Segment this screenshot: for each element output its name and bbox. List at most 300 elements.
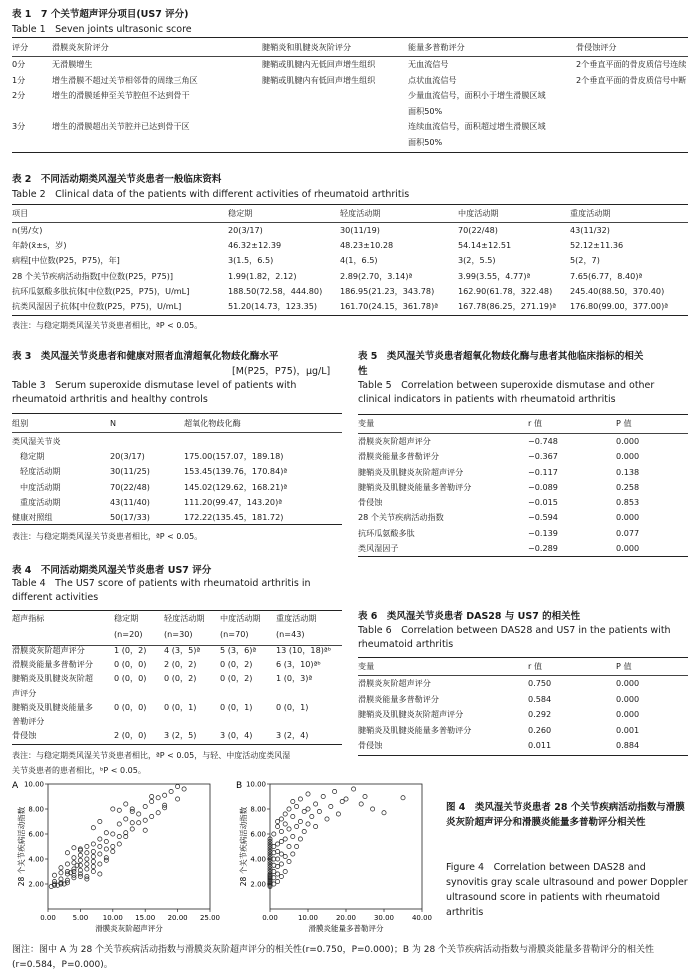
t3-header-row xyxy=(12,418,342,436)
table-row-cell xyxy=(114,688,164,702)
t3-top-rule xyxy=(12,413,342,414)
table-row xyxy=(12,75,688,91)
table-row-cell: 245.40(88.50，370.40) xyxy=(570,285,665,296)
table-row xyxy=(12,645,342,659)
table-row-cell: n(男/女) xyxy=(12,225,43,235)
table-row-cell: 0 (0，1) xyxy=(164,701,197,712)
table-row-cell xyxy=(52,106,262,122)
data-point xyxy=(65,862,69,866)
data-point xyxy=(104,847,108,851)
y-tick-label: 10.00 xyxy=(23,780,44,789)
t4-subheader-row-cell xyxy=(12,629,114,645)
t6-header-row-cell: 变量 xyxy=(358,661,375,671)
table-row-cell: 稳定期 xyxy=(20,451,45,462)
data-point xyxy=(111,849,115,853)
data-point xyxy=(279,852,283,856)
table-row-cell: 面积50% xyxy=(408,136,443,147)
t6-header-row-cell: r 值 xyxy=(528,661,542,671)
table-row xyxy=(12,466,342,481)
data-point xyxy=(329,804,333,808)
table-row-cell: 1分 xyxy=(12,74,26,85)
table-row-cell: 1 (0，2) xyxy=(114,645,147,655)
data-point xyxy=(306,807,310,811)
table-row-cell xyxy=(220,688,276,702)
data-point xyxy=(176,784,180,788)
table-row-cell: −0.367 xyxy=(528,451,558,462)
t4-header-row xyxy=(12,613,342,629)
table-row-cell: 健康对照组 xyxy=(12,511,53,522)
table-row-cell: 腱鞘炎及肌腱炎能量多 xyxy=(12,701,93,712)
data-point xyxy=(98,837,102,841)
t2-header-row-cell: 重度活动期 xyxy=(570,208,611,218)
data-point xyxy=(363,794,367,798)
t1-header-row-cell: 滑膜炎灰阶评分 xyxy=(52,42,109,52)
table-row-cell: 轻度活动期 xyxy=(20,466,61,477)
t2-header-row xyxy=(12,208,688,225)
data-point xyxy=(78,853,82,857)
t4-subheader-row-cell: (n=30) xyxy=(164,629,193,639)
table-row-cell: 无血流信号 xyxy=(408,59,449,69)
data-point xyxy=(314,802,318,806)
table-row xyxy=(12,673,342,687)
t1-caption-zh: 表 1 7 个关节超声评分项目(US7 评分) xyxy=(12,9,189,20)
t4-note-2: 关节炎患者的患者相比，ᵇP < 0.05。 xyxy=(12,766,146,775)
t4-subheader-row-cell: (n=70) xyxy=(220,629,249,639)
table-row-cell: 6 (3，10)ªᵇ xyxy=(276,659,321,670)
data-point xyxy=(91,826,95,830)
table-row-cell: 51.20(14.73，123.35) xyxy=(228,300,318,311)
table-row-cell: 中度活动期 xyxy=(20,481,61,492)
table-row xyxy=(358,497,688,512)
table-row-cell: 滑膜炎灰阶超声评分 xyxy=(358,678,431,688)
data-point xyxy=(137,821,141,825)
data-point xyxy=(85,862,89,866)
table-row-cell: 腱鞘炎及肌腱炎灰阶超声评分 xyxy=(358,709,464,720)
data-point xyxy=(336,812,340,816)
table-row xyxy=(358,694,688,710)
data-point xyxy=(302,809,306,813)
table-row-cell: 0.260 xyxy=(528,724,552,735)
data-point xyxy=(283,837,287,841)
table-row-cell: −0.594 xyxy=(528,512,558,523)
t3-note: 表注：与稳定期类风湿关节炎患者相比，ªP < 0.05。 xyxy=(12,532,203,541)
x-tick-label: 30.00 xyxy=(373,914,395,922)
table-row xyxy=(12,451,342,466)
fig4-caption-zh: 图 4 类风湿关节炎患者 28 个关节疾病活动指数与滑膜炎灰阶超声评分和滑膜炎能量多普勒评分相关性 xyxy=(446,802,685,828)
table-row-cell: 滑膜炎灰阶超声评分 xyxy=(358,436,431,446)
data-point xyxy=(98,852,102,856)
table-row-cell: 0 (0，2) xyxy=(220,659,253,670)
table-row-cell: 28 个关节疾病活动指数[中位数(P25，P75)] xyxy=(12,270,174,281)
t1-header-row-cell: 能量多普勒评分 xyxy=(408,42,465,52)
t2-header-row-cell: 中度活动期 xyxy=(458,208,499,218)
table-row xyxy=(12,659,342,673)
data-point xyxy=(98,844,102,848)
data-point xyxy=(276,864,280,868)
table-row-cell: 0.258 xyxy=(616,481,640,492)
data-point xyxy=(143,804,147,808)
data-point xyxy=(382,811,386,815)
table-row xyxy=(12,106,688,122)
data-point xyxy=(85,867,89,871)
table-row xyxy=(12,482,342,497)
table-row-cell xyxy=(12,137,52,153)
table-row-cell xyxy=(164,688,220,702)
data-point xyxy=(283,869,287,873)
data-point xyxy=(371,807,375,811)
table-row-cell: 3 (2，5) xyxy=(164,730,197,741)
y-tick-label: 2.00 xyxy=(250,880,266,889)
data-point xyxy=(150,799,154,803)
table-row xyxy=(12,436,342,451)
data-point xyxy=(117,822,121,826)
table-row-cell: −0.289 xyxy=(528,543,558,554)
table-row xyxy=(358,740,688,756)
table-row-cell: 普勒评分 xyxy=(12,715,45,726)
table-row-cell: 0.000 xyxy=(616,436,640,446)
data-point xyxy=(163,806,167,810)
table-row-cell: 腱鞘或肌腱内无低回声增生组织 xyxy=(262,59,376,69)
table-row xyxy=(12,255,688,270)
table-row xyxy=(12,716,342,730)
table-row-cell: 类风湿关节炎 xyxy=(12,436,61,446)
data-point xyxy=(72,867,76,871)
figure-4a-scatter xyxy=(8,778,223,940)
y-axis-label: 28 个关节疾病活动指数 xyxy=(239,806,248,887)
data-point xyxy=(72,846,76,850)
t5-header-row xyxy=(358,418,688,436)
table-row-cell: 腱鞘炎及肌腱炎能量多普勒评分 xyxy=(358,724,472,735)
data-point xyxy=(317,809,321,813)
table-row-cell: 176.80(99.00，377.00)ª xyxy=(570,300,669,311)
data-point xyxy=(137,812,141,816)
table-row-cell: 153.45(139.76，170.84)ª xyxy=(184,466,288,477)
data-point xyxy=(111,807,115,811)
table-row-cell xyxy=(114,716,164,730)
table-row-cell: 43(11/32) xyxy=(570,225,610,235)
t4-note-1: 表注：与稳定期类风湿关节炎患者相比，ªP < 0.05，与轻、中度活动度类风湿 xyxy=(12,751,291,760)
t4-top-rule xyxy=(12,610,342,611)
table-row-cell: 抗环瓜氨酸多肽 xyxy=(358,527,415,538)
fig4-caption-en: Figure 4 Correlation between DAS28 and synovitis gray scale ultrasound and power Doppler ultrasound score in patients with rheumatoid arthritis xyxy=(446,862,688,918)
table-row-cell: 188.50(72.58，444.80) xyxy=(228,285,323,296)
x-tick-label: 25.00 xyxy=(199,914,221,922)
data-point xyxy=(325,817,329,821)
data-point xyxy=(291,852,295,856)
data-point xyxy=(298,797,302,801)
table-row-cell: 0.011 xyxy=(528,740,552,751)
table-row-cell: 2.89(2.70，3.14)ª xyxy=(340,270,413,281)
t1-bottom-rule xyxy=(12,152,688,153)
table-row-cell xyxy=(576,90,688,106)
data-point xyxy=(130,821,134,825)
table-row-cell: 3 (2，4) xyxy=(276,730,309,741)
x-tick-label: 15.00 xyxy=(135,914,156,922)
table-row-cell: −0.748 xyxy=(528,436,558,446)
t6-header-row xyxy=(358,661,688,678)
table-row-cell: 0.884 xyxy=(616,740,640,751)
data-point xyxy=(111,844,115,848)
data-point xyxy=(59,866,63,870)
data-point xyxy=(306,792,310,796)
table-row xyxy=(12,271,688,286)
table-row-cell: 162.90(61.78，322.48) xyxy=(458,285,553,296)
table-row xyxy=(12,512,342,527)
table-row-cell: 点状血流信号 xyxy=(408,74,457,85)
table-row-cell: 0.138 xyxy=(616,466,640,477)
data-point xyxy=(117,834,121,838)
table-row xyxy=(358,467,688,482)
data-point xyxy=(287,827,291,831)
data-point xyxy=(279,839,283,843)
t6-caption-en: Table 6 Correlation between DAS28 and US7 in the patients with rheumatoid arthritis xyxy=(358,625,671,650)
table-row-cell: 0 (0，0) xyxy=(114,701,147,712)
data-point xyxy=(295,844,299,848)
data-point xyxy=(276,819,280,823)
table-row-cell: 30(11/19) xyxy=(340,225,380,235)
table-row xyxy=(12,90,688,106)
table-row-cell: 0.000 xyxy=(616,678,640,688)
table-row-cell: 腱鞘炎及肌腱炎灰阶超声评分 xyxy=(358,466,464,477)
y-tick-label: 8.00 xyxy=(250,805,266,814)
table-row-cell: −0.089 xyxy=(528,481,558,492)
table-row-cell: 2个垂直平面的骨皮质信号中断 xyxy=(576,74,687,85)
x-axis-label: 滑膜炎灰阶超声评分 xyxy=(95,924,163,933)
data-point xyxy=(182,787,186,791)
table-row-cell: 3 (0，4) xyxy=(220,730,253,741)
t4-caption-en: Table 4 The US7 score of patients with rheumatoid arthritis in different activities xyxy=(12,578,311,603)
data-point xyxy=(279,874,283,878)
data-point xyxy=(117,808,121,812)
table-row xyxy=(358,543,688,558)
table-row-cell xyxy=(576,121,688,137)
table-row-cell: 46.32±12.39 xyxy=(228,240,282,251)
t2-header-row-cell: 项目 xyxy=(12,208,29,218)
t1-header-row xyxy=(12,42,688,59)
y-axis-label: 28 个关节疾病活动指数 xyxy=(17,806,26,887)
t6-caption-zh: 表 6 类风湿关节炎患者 DAS28 与 US7 的相关性 xyxy=(358,611,581,622)
data-point xyxy=(276,872,280,876)
y-tick-label: 10.00 xyxy=(245,780,266,789)
table-row-cell: 161.70(24.15，361.78)ª xyxy=(340,300,439,311)
table-row-cell: 无滑膜增生 xyxy=(52,59,93,69)
table-row xyxy=(12,121,688,137)
table-row-cell: 70(22/48) xyxy=(458,225,498,235)
data-point xyxy=(104,858,108,862)
data-point xyxy=(295,824,299,828)
panel-letter: B xyxy=(236,781,243,791)
data-point xyxy=(65,851,69,855)
t6-top-rule xyxy=(358,657,688,658)
t1-header-row-cell: 骨侵蚀评分 xyxy=(576,42,617,52)
table-row-cell: 50(17/33) xyxy=(110,511,150,522)
table-row-cell: 增生的滑膜延伸至关节腔但不达到骨干 xyxy=(52,90,190,100)
table-row-cell: 0.000 xyxy=(616,693,640,704)
t4-header-row-cell: 稳定期 xyxy=(114,613,139,623)
table-row-cell xyxy=(276,688,342,702)
table-row xyxy=(358,436,688,451)
table-row-cell: 0.000 xyxy=(616,451,640,462)
table-row-cell: 0.000 xyxy=(616,709,640,720)
data-point xyxy=(78,874,82,878)
data-point xyxy=(298,837,302,841)
table-row-cell: 0.750 xyxy=(528,678,552,688)
x-tick-label: 20.00 xyxy=(335,914,357,922)
table-row-cell xyxy=(110,436,184,451)
t1-header-row-cell: 腱鞘炎和肌腱炎灰阶评分 xyxy=(262,42,352,52)
table-row-cell: 声评分 xyxy=(12,687,37,698)
table-row-cell xyxy=(262,137,408,153)
fig4-note: 图注：图中 A 为 28 个关节疾病活动指数与滑膜炎灰阶超声评分的相关性(r=0.750，P=0.000)；B 为 28 个关节疾病活动指数与滑膜炎能量多普勒评分的相关性(r=0.584，P=0.000)。 xyxy=(12,945,655,970)
table-row-cell: 2 (0，0) xyxy=(114,730,147,741)
data-point xyxy=(279,817,283,821)
table-row-cell xyxy=(576,137,688,153)
table-row xyxy=(12,59,688,75)
t4-header-row-cell: 中度活动期 xyxy=(220,613,261,623)
data-point xyxy=(85,857,89,861)
data-point xyxy=(98,819,102,823)
data-point xyxy=(156,796,160,800)
data-point xyxy=(279,862,283,866)
data-point xyxy=(352,787,356,791)
data-point xyxy=(272,832,276,836)
data-point xyxy=(333,789,337,793)
table-row-cell: 5 (3，6)ª xyxy=(220,645,257,655)
data-point xyxy=(104,831,108,835)
data-point xyxy=(302,829,306,833)
data-point xyxy=(91,842,95,846)
table-row-cell xyxy=(52,137,262,153)
data-point xyxy=(276,849,280,853)
panel-letter: A xyxy=(12,781,19,791)
t4-subheader-row-cell: (n=43) xyxy=(276,629,305,639)
table-row-cell: 抗环瓜氨酸多肽抗体[中位数(P25，P75)，U/mL] xyxy=(12,285,190,296)
data-point xyxy=(279,829,283,833)
data-point xyxy=(295,804,299,808)
table-row xyxy=(358,482,688,497)
data-point xyxy=(111,832,115,836)
table-row-cell: 3分 xyxy=(12,121,26,131)
table-row-cell: 20(3/17) xyxy=(228,225,263,235)
t4-header-row-cell: 重度活动期 xyxy=(276,613,317,623)
table-row-cell: 1 (0，3)ª xyxy=(276,673,313,684)
table-row-cell: 增生的滑膜超出关节腔并已达到骨干区 xyxy=(52,121,190,131)
x-tick-label: 20.00 xyxy=(167,914,188,922)
data-point xyxy=(91,859,95,863)
t4-subheader-row xyxy=(12,629,342,645)
table-row-cell: 0 (0，2) xyxy=(220,673,253,684)
table-row-cell: 0 (0，0) xyxy=(114,659,147,670)
table-row-cell: 少量血流信号，面积小于增生滑膜区域 xyxy=(408,90,546,100)
data-point xyxy=(291,834,295,838)
table-row-cell: 28 个关节疾病活动指数 xyxy=(358,512,444,523)
data-point xyxy=(91,849,95,853)
t4-caption-zh: 表 4 不同活动期类风湿关节炎患者 US7 评分 xyxy=(12,565,212,576)
table-row-cell: 腱鞘炎及肌腱炎能量多普勒评分 xyxy=(358,481,472,492)
table-row-cell: 增生滑膜不超过关节相邻骨的周缘三角区 xyxy=(52,74,198,85)
table-row-cell: 2 (0，2) xyxy=(164,659,197,670)
table-row-cell: 0 (0，2) xyxy=(164,673,197,684)
figure-4b-scatter xyxy=(232,778,432,940)
x-tick-label: 5.00 xyxy=(72,914,89,922)
data-point xyxy=(314,824,318,828)
data-point xyxy=(298,819,302,823)
table-row-cell: −0.139 xyxy=(528,527,558,538)
plot-frame xyxy=(270,784,422,909)
data-point xyxy=(344,797,348,801)
table-row-cell: 0 (0，1) xyxy=(276,701,309,712)
table-row-cell: 167.78(86.25，271.19)ª xyxy=(458,300,557,311)
table-row-cell: 滑膜炎能量多普勒评分 xyxy=(12,659,93,670)
table-row-cell: 175.00(157.07，189.18) xyxy=(184,451,284,462)
data-point xyxy=(150,794,154,798)
table-row xyxy=(12,497,342,512)
data-point xyxy=(65,878,69,882)
data-point xyxy=(287,807,291,811)
table-row-cell: 年龄(x̄±s，岁) xyxy=(12,240,67,251)
t3-header-row-cell: 组别 xyxy=(12,418,29,428)
table-row-cell: 2分 xyxy=(12,90,26,100)
table-row-cell: 滑膜炎能量多普勒评分 xyxy=(358,451,439,462)
t3-caption-en: Table 3 Serum superoxide dismutase level of patients with rheumatoid arthritis and healthy controls xyxy=(12,380,297,405)
table-row-cell: 3(1.5，6.5) xyxy=(228,255,274,266)
table-row-cell: 54.14±12.51 xyxy=(458,240,512,251)
t5-top-rule xyxy=(358,414,688,415)
table-row xyxy=(358,725,688,741)
data-point xyxy=(276,879,280,883)
table-row-cell: 172.22(135.45，181.72) xyxy=(184,511,284,522)
table-row-cell: 30(11/25) xyxy=(110,466,150,477)
t2-caption-en: Table 2 Clinical data of the patients with different activities of rheumatoid arthritis xyxy=(12,189,410,200)
t2-header-row-cell: 稳定期 xyxy=(228,208,253,218)
table-row xyxy=(12,286,688,301)
t6-header-row-cell: P 值 xyxy=(616,661,632,671)
table-row-cell xyxy=(12,106,52,122)
t5-header-row-cell: r 值 xyxy=(528,418,542,428)
table-row-cell: 5(2，7) xyxy=(570,255,600,266)
data-point xyxy=(98,872,102,876)
table-row-cell: 43(11/40) xyxy=(110,496,150,507)
t4-header-row-cell: 超声指标 xyxy=(12,613,45,623)
table-row xyxy=(358,678,688,694)
data-point xyxy=(283,812,287,816)
data-point xyxy=(276,842,280,846)
table-row-cell: 0.077 xyxy=(616,527,640,538)
table-row-cell: 病程[中位数(P25，P75)，年] xyxy=(12,255,120,266)
data-point xyxy=(401,796,405,800)
data-point xyxy=(359,802,363,806)
t2-top-rule xyxy=(12,204,688,205)
table-row-cell: 0 (0，1) xyxy=(220,701,253,712)
table-row-cell: 70(22/48) xyxy=(110,481,150,492)
table-row-cell: −0.117 xyxy=(528,466,558,477)
data-point xyxy=(104,839,108,843)
data-point xyxy=(85,844,89,848)
table-row-cell: 1.99(1.82，2.12) xyxy=(228,270,297,281)
table-row-cell: 186.95(21.23，343.78) xyxy=(340,285,435,296)
table-row-cell: 连续血流信号，面积超过增生滑膜区域 xyxy=(408,121,546,131)
x-tick-label: 0.00 xyxy=(262,914,278,922)
table-row-cell: 0.584 xyxy=(528,693,552,704)
data-point xyxy=(130,807,134,811)
data-point xyxy=(85,877,89,881)
data-point xyxy=(72,876,76,880)
table-row-cell: 0.292 xyxy=(528,709,552,720)
table-row xyxy=(12,225,688,240)
x-tick-label: 40.00 xyxy=(411,914,432,922)
table-row-cell: 20(3/17) xyxy=(110,451,145,462)
data-point xyxy=(287,844,291,848)
